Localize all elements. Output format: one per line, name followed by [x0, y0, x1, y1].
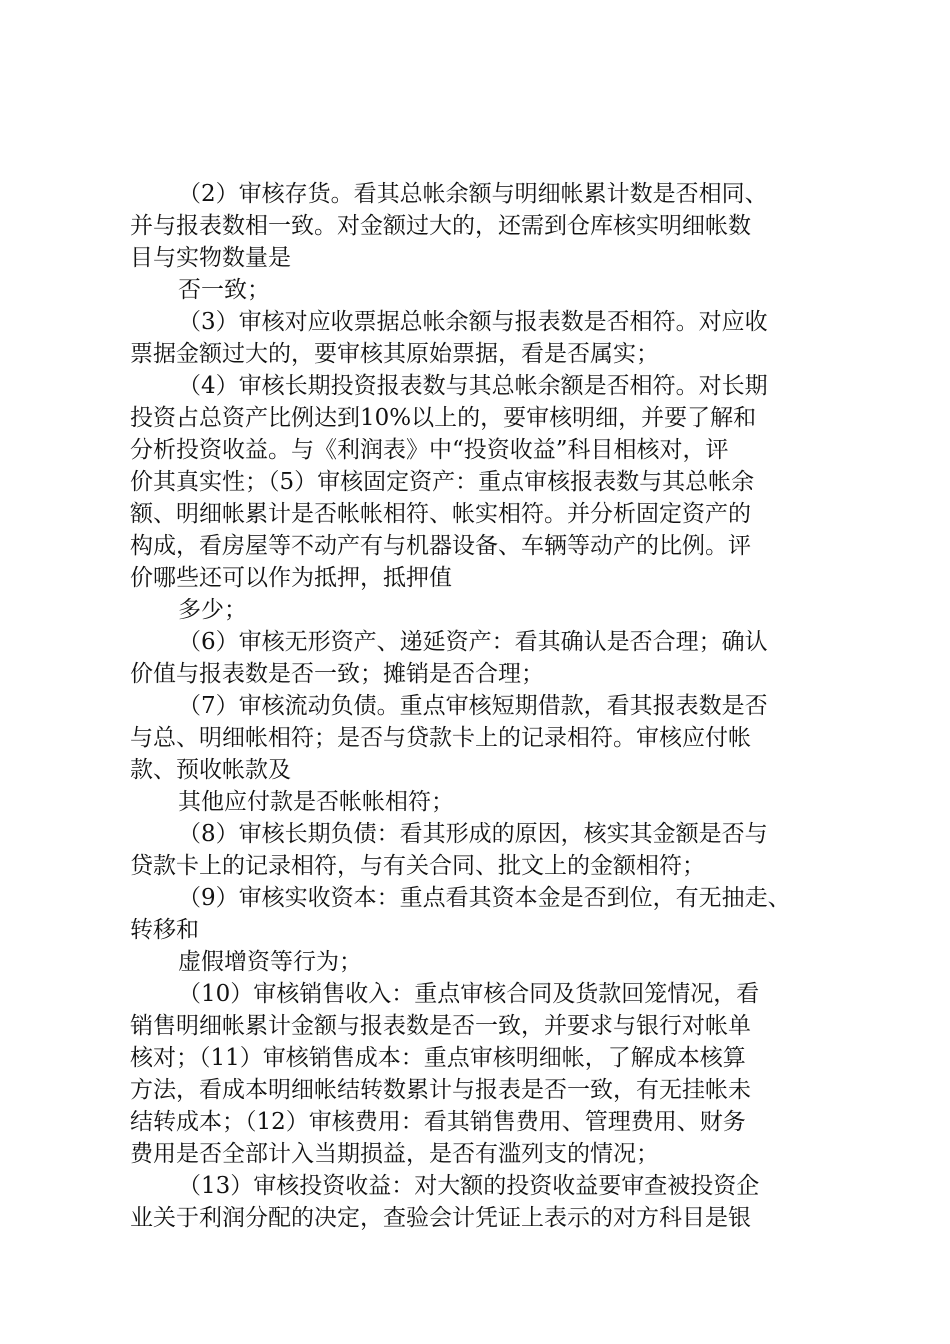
text-line: 贷款卡上的记录相符，与有关合同、批文上的金额相符； [130, 853, 705, 879]
text-line: （6）审核无形资产、递延资产：看其确认是否合理；确认 [178, 629, 768, 655]
text-line: （13）审核投资收益：对大额的投资收益要审查被投资企 [178, 1173, 760, 1199]
text-line: （9）审核实收资本：重点看其资本金是否到位，有无抽走、 [178, 885, 791, 911]
text-line: 方法，看成本明细帐结转数累计与报表是否一致，有无挂帐未 [130, 1077, 751, 1103]
text-line: 销售明细帐累计金额与报表数是否一致，并要求与银行对帐单 [130, 1013, 751, 1039]
text-line: 核对；（11）审核销售成本：重点审核明细帐，了解成本核算 [130, 1045, 746, 1071]
text-line: 转移和 [130, 917, 199, 943]
text-line: 额、明细帐累计是否帐帐相符、帐实相符。并分析固定资产的 [130, 501, 751, 527]
text-line: 票据金额过大的，要审核其原始票据，看是否属实； [130, 341, 659, 367]
text-line: （3）审核对应收票据总帐余额与报表数是否相符。对应收 [178, 309, 768, 335]
text-line: 并与报表数相一致。对金额过大的，还需到仓库核实明细帐数 [130, 213, 751, 239]
text-line: 目与实物数量是 [130, 245, 291, 271]
text-line: （4）审核长期投资报表数与其总帐余额是否相符。对长期 [178, 373, 768, 399]
text-line: 多少； [178, 597, 247, 623]
text-line: （10）审核销售收入：重点审核合同及货款回笼情况，看 [178, 981, 760, 1007]
text-line: 价其真实性；（5）审核固定资产：重点审核报表数与其总帐余 [130, 469, 755, 495]
text-line: 其他应付款是否帐帐相符； [178, 789, 454, 815]
text-line: 分析投资收益。与《利润表》中“投资收益”科目相核对，评 [130, 437, 729, 463]
text-line: 虚假增资等行为； [178, 949, 362, 975]
text-line: （8）审核长期负债：看其形成的原因，核实其金额是否与 [178, 821, 768, 847]
text-line: 价哪些还可以作为抵押，抵押值 [130, 565, 452, 591]
text-line: （2）审核存货。看其总帐余额与明细帐累计数是否相同、 [178, 181, 768, 207]
text-line: （7）审核流动负债。重点审核短期借款，看其报表数是否 [178, 693, 768, 719]
text-line: 业关于利润分配的决定，查验会计凭证上表示的对方科目是银 [130, 1205, 751, 1231]
text-line: 结转成本；（12）审核费用：看其销售费用、管理费用、财务 [130, 1109, 746, 1135]
text-line: 费用是否全部计入当期损益，是否有滥列支的情况； [130, 1141, 659, 1167]
text-line: 款、预收帐款及 [130, 757, 291, 783]
text-line: 构成，看房屋等不动产有与机器设备、车辆等动产的比例。评 [130, 533, 751, 559]
text-line: 价值与报表数是否一致；摊销是否合理； [130, 661, 544, 687]
text-line: 与总、明细帐相符；是否与贷款卡上的记录相符。审核应付帐 [130, 725, 751, 751]
text-line: 投资占总资产比例达到10%以上的，要审核明细，并要了解和 [130, 405, 757, 431]
text-line: 否一致； [178, 277, 270, 303]
